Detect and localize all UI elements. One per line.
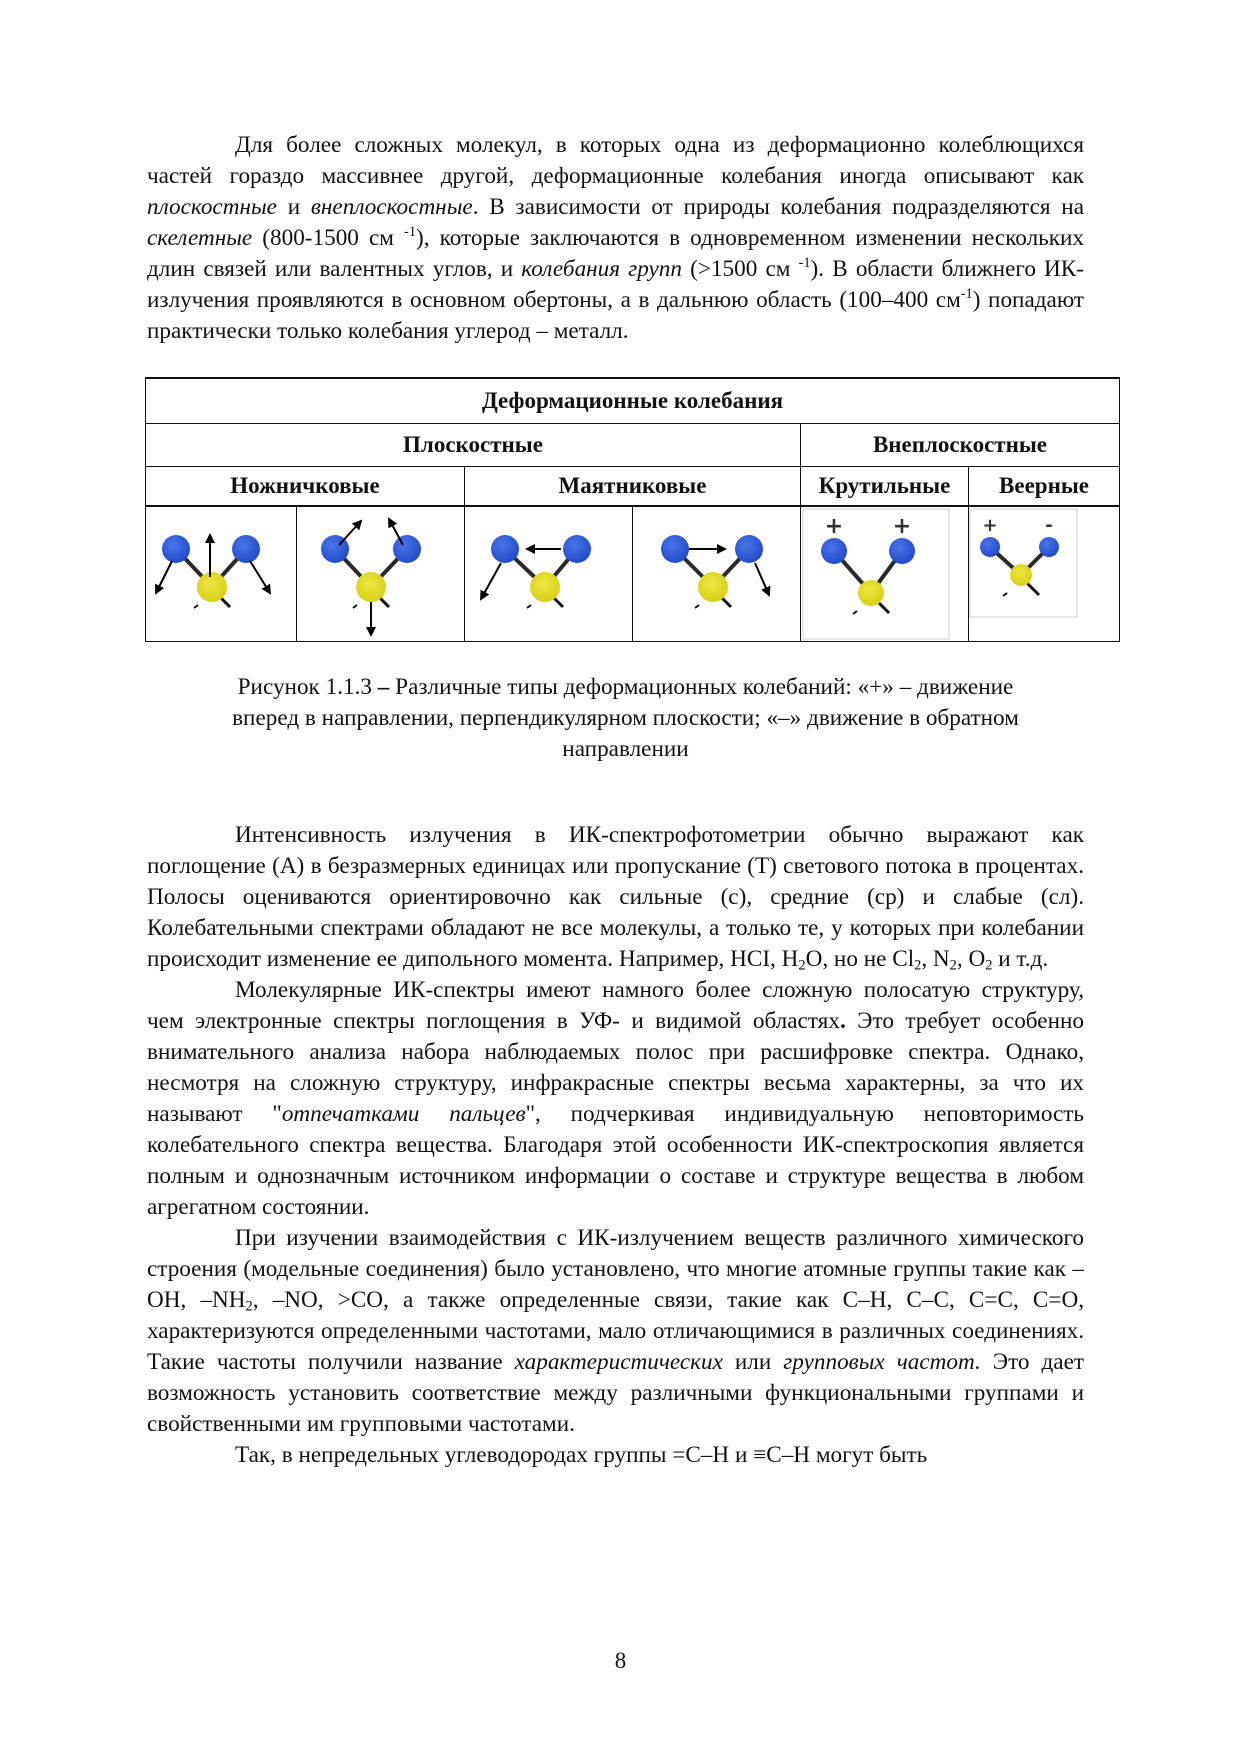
outer-atom-icon [491, 535, 519, 563]
type-wagging: Веерные [969, 467, 1120, 507]
text-run: групповых частот. [783, 1349, 981, 1376]
text-run: скелетные [147, 225, 253, 251]
text-run: или [722, 1349, 784, 1376]
outer-atom-icon [393, 535, 421, 563]
type-scissoring: Ножничковые [146, 467, 465, 507]
molecule-rocking-1-diagram [465, 507, 632, 641]
page-number: 8 [614, 1648, 627, 1673]
figure-caption [147, 672, 1084, 765]
text-run: 2 [245, 1298, 253, 1315]
text-run: и т.д. [992, 946, 1049, 973]
outer-atom-icon [980, 537, 1000, 557]
outer-atom-icon [661, 535, 689, 563]
deformation-vibrations-table [145, 377, 1120, 642]
minus-sign-icon: - [1045, 515, 1053, 536]
text-run: ). В области ближнего ИК-излучения проявляются в основном обертоны, а в дальнюю область (100–400 см [147, 256, 1084, 313]
center-atom-icon [197, 572, 227, 602]
text-run: – [377, 674, 390, 700]
text-run: колебания групп [521, 256, 682, 282]
figure-cell-twisting [801, 506, 969, 642]
deformation-table-figure [147, 377, 1089, 642]
bond-stub [353, 605, 357, 608]
paragraph [147, 1440, 1084, 1471]
molecule-wagging-diagram [969, 507, 1119, 641]
text-run: Рисунок 1.1.3 [237, 674, 378, 700]
text-run: -1 [960, 286, 973, 303]
figure-cell-wagging [969, 506, 1120, 642]
text-run: -1 [404, 224, 417, 241]
figure-cell-rocking-1 [465, 506, 633, 642]
text-run: (800-1500 см [252, 225, 405, 251]
text-run: Это дает возможность установить соответствие между различными функциональными группами и свойственными им групповыми частотами. [147, 1349, 1085, 1438]
text-run: При изучении взаимодействия с ИК-излучением веществ различного химического строения (модельные соединения) было установлено, что многие атомные группы такие как –OH, –NH [147, 1225, 1084, 1314]
plus-sign-icon: + [982, 515, 998, 536]
text-run: ", подчеркивая индивидуальную неповторимость колебательного спектра вещества. Благодаря этой особенности ИК-спектроскопия является полным и однозначным источником информации о составе и структуре вещества в любом агрегатном состоянии. [147, 1101, 1084, 1221]
text-run: 2 [985, 957, 993, 974]
outer-atom-icon [563, 535, 591, 563]
outer-atom-icon [735, 535, 763, 563]
center-atom-icon [356, 572, 386, 602]
figure-cell-rocking-2 [633, 506, 801, 642]
text-run: -1 [798, 255, 811, 272]
bond-stub [1027, 583, 1039, 595]
text-run: Для более сложных молекул, в которых одна из деформационно колеблющихся частей гораздо массивнее другой, деформационные колебания иногда описывают как [147, 132, 1084, 189]
figure-cell-scissoring-2 [297, 506, 465, 642]
text-run: O, но не Cl [805, 946, 915, 973]
paragraph [147, 1223, 1084, 1440]
group-in-plane: Плоскостные [146, 424, 801, 467]
text-run: Интенсивность излучения в ИК-спектрофотометрии обычно выражают как поглощение (А) в безразмерных единицах или пропускание (Т) светового потока в процентах. Полосы оцениваются ориентировочно как сильные (с), средние (ср) и слабые (сл). Колебательными спектрами обладают не все молекулы, а только те, у которых при колебании происходит изменение ее дипольного момента. Например, HCI, H [147, 822, 1084, 973]
molecule-rocking-2-diagram [633, 507, 800, 641]
paragraph [147, 130, 1084, 347]
text-run: и [276, 194, 311, 220]
motion-arrow-icon [481, 563, 501, 599]
text-run: ), которые заключаются в одновременном изменении нескольких длин связей или валентных углов, и [147, 225, 1084, 282]
text-run: . [839, 1008, 846, 1035]
outer-atom-icon [1039, 537, 1059, 557]
molecule-scissoring-2-diagram [297, 507, 464, 641]
text-run: (>1500 см [682, 256, 799, 282]
bond-stub [527, 605, 531, 608]
body-section [147, 820, 1084, 1471]
text-run: внеплоскостные [310, 194, 473, 220]
outer-atom-icon [821, 538, 847, 564]
center-atom-icon [698, 572, 728, 602]
text-run: отпечатками пальцев [281, 1101, 526, 1128]
text-run: Так, в непредельных углеводородах группы =С–Н и ≡С–Н могут быть [235, 1442, 928, 1469]
bond-stub [1003, 593, 1007, 596]
bond-stub [194, 605, 198, 608]
motion-arrow-icon [755, 563, 769, 595]
paragraph [147, 820, 1084, 975]
bond-stub [853, 611, 857, 614]
motion-arrow-icon [250, 561, 270, 593]
center-atom-icon [1010, 564, 1032, 586]
text-run: плоскостные [147, 194, 277, 220]
text-run: 2 [798, 957, 806, 974]
motion-arrow-icon [339, 521, 361, 545]
text-run: Различные типы деформационных колебаний: «+» – движение вперед в направлении, перпендикулярном плоскости; «–» движение в обратном направлении [232, 674, 1019, 762]
text-run: , N [921, 946, 950, 973]
type-rocking: Маятниковые [465, 467, 801, 507]
text-run: характеристических [514, 1349, 723, 1376]
text-run: ) попадают практически только колебания углерод – металл. [147, 287, 1084, 344]
molecule-twisting-diagram [801, 507, 968, 641]
molecule-scissoring-1-diagram [146, 507, 296, 641]
text-run: Это требует особенно внимательного анализа набора наблюдаемых полос при расшифровке спектра. Однако, несмотря на сложную структуру, инфракрасные спектры весьма характерны, за что их называют " [147, 1008, 1084, 1128]
document-page [147, 130, 1089, 1471]
table-title: Деформационные колебания [146, 378, 1120, 424]
outer-atom-icon [232, 535, 260, 563]
intro-section [147, 130, 1084, 347]
text-run: 2 [914, 957, 922, 974]
center-atom-icon [858, 580, 884, 606]
paragraph [147, 975, 1084, 1223]
plus-sign-icon: + [824, 514, 844, 539]
text-run: . В зависимости от природы колебания подразделяются на [472, 194, 1084, 220]
motion-arrow-icon [156, 561, 172, 593]
figure-cell-scissoring-1 [146, 506, 297, 642]
text-run: Молекулярные ИК-спектры имеют намного более сложную полосатую структуру, чем электронные спектры поглощения в УФ- и видимой областях [147, 977, 1084, 1035]
center-atom-icon [530, 572, 560, 602]
outer-atom-icon [889, 538, 915, 564]
text-run: , O [956, 946, 986, 973]
type-twisting: Крутильные [801, 467, 969, 507]
text-run: , –NO, >CO, а также определенные связи, такие как С–Н, С–С, С=С, С=О, характеризуются определенными частотами, мало отличающимися в различных соединениях. Такие частоты получили название [147, 1287, 1084, 1376]
group-out-of-plane: Внеплоскостные [801, 424, 1120, 467]
outer-atom-icon [162, 535, 190, 563]
text-run: 2 [949, 957, 957, 974]
bond-stub [695, 605, 699, 608]
plus-sign-icon: + [892, 514, 912, 539]
